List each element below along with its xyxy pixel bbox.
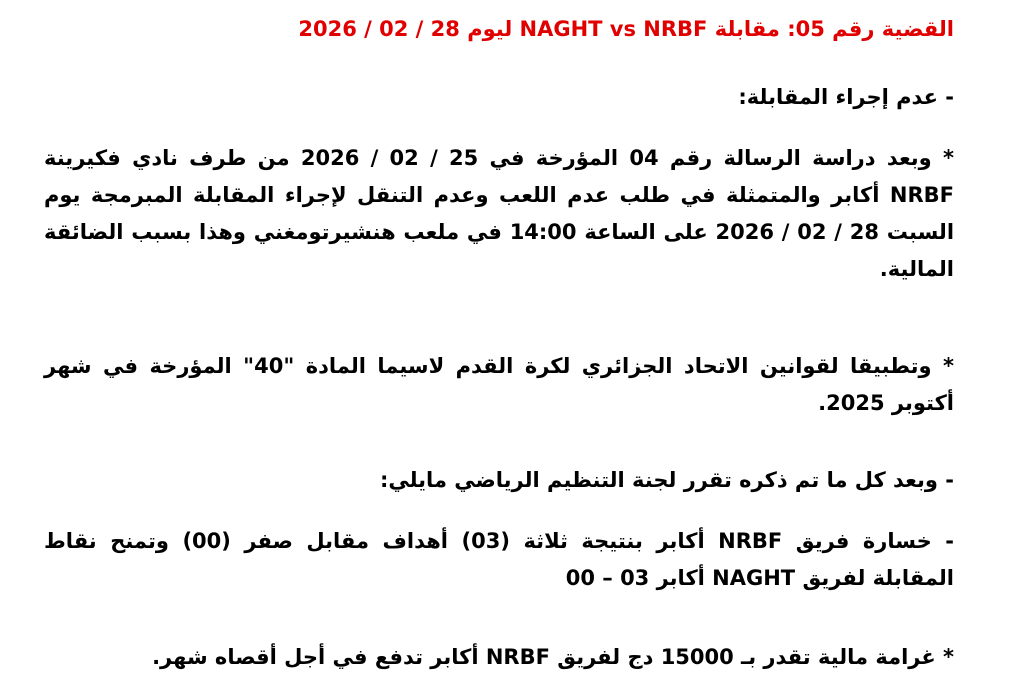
paragraph-forfeit-result: - خسارة فريق NRBF أكابر بنتيجة ثلاثة (03) أهداف مقابل صفر (00) وتمنح نقاط المقابلة لفريق NAGHT أكابر 03 – 00 — [44, 529, 955, 590]
paragraph-regulations: * وتطبيقا لقوانين الاتحاد الجزائري لكرة القدم لاسيما المادة "40" المؤرخة في شهر أكتوبر 2025. — [44, 354, 954, 415]
case-title: القضية رقم 05: مقابلة NAGHT vs NRBF ليوم 28 / 02 / 2026 — [298, 17, 954, 41]
paragraph-letter-study: * وبعد دراسة الرسالة رقم 04 المؤرخة في 25 / 02 / 2026 من طرف نادي فكيرينة NRBF أكابر والمتمثلة في طلب عدم اللعب وعدم التنقل لإجراء المقابلة المبرمجة يوم السبت 28 / 02 / 2026 على الساعة 14:00 في ملعب هنشيرتومغني وهذا بسبب الضائقة المالية. — [44, 146, 955, 281]
paragraph-committee-decision: - وبعد كل ما تم ذكره تقرر لجنة التنظيم الرياضي مايلي: — [379, 468, 954, 492]
paragraph-match-not-played: - عدم إجراء المقابلة: — [738, 85, 954, 109]
paragraph-fine: * غرامة مالية تقدر بـ 15000 دج لفريق NRBF أكابر تدفع في أجل أقصاه شهر. — [152, 645, 954, 669]
